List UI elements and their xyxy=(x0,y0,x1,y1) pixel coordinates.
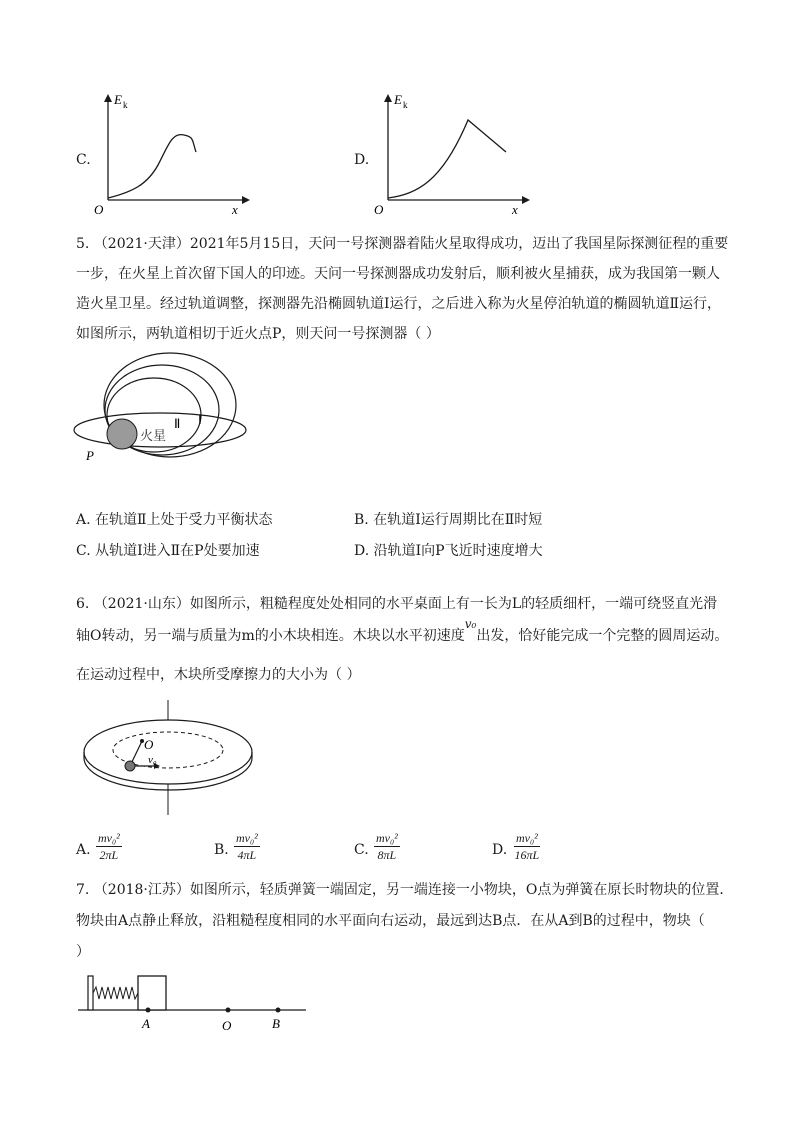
orbit-1-label: Ⅰ xyxy=(198,412,202,427)
q6-disc-figure xyxy=(76,700,256,818)
center-o-label: O xyxy=(144,737,154,752)
mars-label: 火星 xyxy=(140,428,167,443)
q5-option-b: B. 在轨道Ⅰ运行周期比在Ⅱ时短 xyxy=(354,512,543,528)
point-a xyxy=(146,1008,151,1013)
q5-text-line-2: 一步，在火星上首次留下国人的印迹。天问一号探测器成功发射后，顺利被火星捕获，成为我国第一颗人 xyxy=(76,266,720,282)
q6-option-d-label: D. xyxy=(492,842,508,858)
origin-label: O xyxy=(94,202,104,217)
x-arrow xyxy=(242,196,250,204)
x-arrow xyxy=(522,196,530,204)
q4-graph-c xyxy=(92,90,252,220)
disc-top xyxy=(84,720,252,784)
q6-text-line-2: 轴O转动，另一端与质量为m的小木块相连。木块以水平初速度v₀出发，恰好能完成一个完整的圆周运动。 xyxy=(76,617,729,644)
q6-option-d-fraction: $\frac{\text{mv₀²}}{16\pi L}$ xyxy=(514,831,540,862)
q7-text-line-2: 物块由A点静止释放，沿粗糙程度相同的水平面向右运动，最远到达B点．在从A到B的过程中，物块（ xyxy=(76,913,705,929)
q6-option-a-label: A. xyxy=(76,842,91,858)
q7-text-line-3: ） xyxy=(76,944,90,960)
q6-initial-velocity-symbol: v₀ xyxy=(464,617,477,631)
point-a-label: A xyxy=(142,1016,150,1031)
mars-planet xyxy=(107,419,137,449)
y-axis-label: E xyxy=(394,92,402,107)
y-axis-label: E xyxy=(114,92,122,107)
q6-text-line-3: 在运动过程中，木块所受摩擦力的大小为（ ） xyxy=(76,667,361,683)
point-o xyxy=(226,1008,231,1013)
q5-option-a: A. 在轨道Ⅱ上处于受力平衡状态 xyxy=(76,512,273,528)
q6-option-b-label: B. xyxy=(214,842,229,858)
q5-text-line-1: 5. （2021·天津）2021年5月15日，天问一号探测器着陆火星取得成功，迈出了我国星际探测征程的重要 xyxy=(76,236,729,252)
x-axis-label: x xyxy=(512,202,518,217)
spring xyxy=(93,987,138,999)
x-axis-label: x xyxy=(232,202,238,217)
point-o-label: O xyxy=(222,1018,232,1033)
q4-option-d-label: D. xyxy=(354,152,370,168)
q7-spring-figure xyxy=(76,968,316,1038)
ek-curve-c xyxy=(108,135,196,198)
q5-option-d: D. 沿轨道Ⅰ向P飞近时速度增大 xyxy=(354,543,543,559)
q5-text-line-4: 如图所示，两轨道相切于近火点P，则天问一号探测器（ ） xyxy=(76,326,440,342)
y-axis-sub: k xyxy=(123,100,128,110)
y-arrow xyxy=(104,94,112,102)
q4-option-c-label: C. xyxy=(76,152,91,168)
block xyxy=(138,976,166,1010)
origin-label: O xyxy=(374,202,384,217)
y-axis-sub: k xyxy=(403,100,408,110)
wood-block xyxy=(125,761,135,771)
point-b xyxy=(276,1008,281,1013)
q6-option-c-label: C. xyxy=(354,842,369,858)
q6-option-c-fraction: $\frac{\text{mv₀²}}{8\pi L}$ xyxy=(376,831,398,862)
q4-graph-d xyxy=(372,90,532,220)
q6-option-b-fraction: $\frac{\text{mv₀²}}{4\pi L}$ xyxy=(236,831,258,862)
orbit-2-label: Ⅱ xyxy=(174,416,181,431)
q6-text-line-1: 6. （2021·山东）如图所示，粗糙程度处处相同的水平桌面上有一长为L的轻质细杆，一端可绕竖直光滑 xyxy=(76,596,718,612)
velocity-label: v₀ xyxy=(148,754,157,766)
q5-orbit-figure xyxy=(70,350,260,465)
q6-option-a-fraction: $\frac{\text{mv₀²}}{2\pi L}$ xyxy=(98,831,120,862)
q5-text-line-3: 造火星卫星。经过轨道调整，探测器先沿椭圆轨道Ⅰ运行，之后进入称为火星停泊轨道的椭圆轨道Ⅱ运行， xyxy=(76,296,722,312)
wall xyxy=(88,976,93,1010)
y-arrow xyxy=(384,94,392,102)
point-p-label: P xyxy=(86,448,94,463)
ek-curve-d xyxy=(388,120,506,198)
q7-text-line-1: 7. （2018·江苏）如图所示，轻质弹簧一端固定，另一端连接一小物块，O点为弹簧在原长时物块的位置． xyxy=(76,882,734,898)
q5-option-c: C. 从轨道Ⅰ进入Ⅱ在P处要加速 xyxy=(76,543,260,559)
point-b-label: B xyxy=(272,1016,280,1031)
